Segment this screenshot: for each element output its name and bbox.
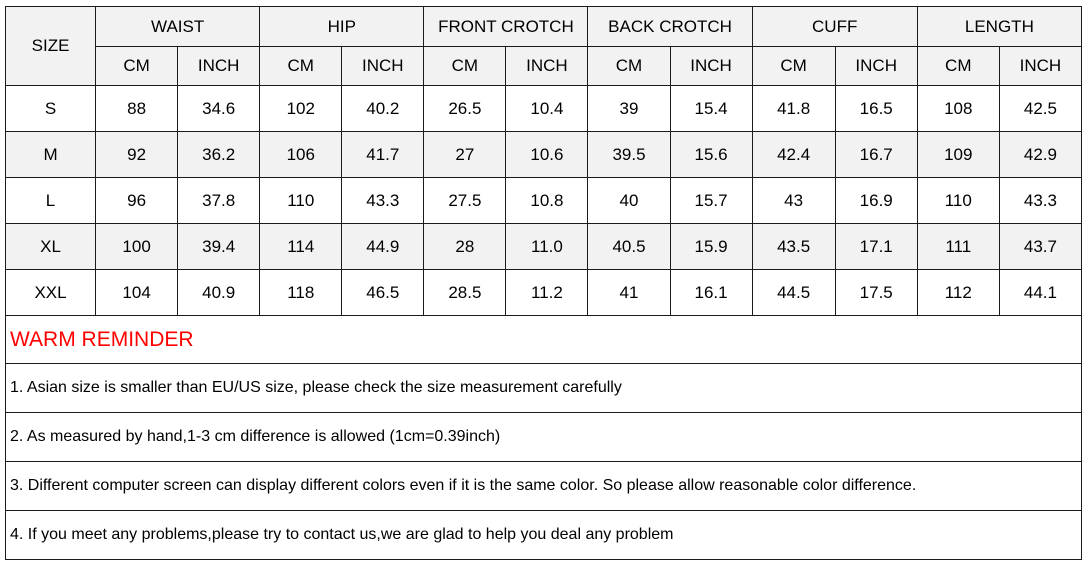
table-row	[6, 224, 1082, 270]
table-cell: 15.4	[670, 86, 752, 132]
unit-header: CM	[96, 47, 178, 86]
table-cell: 10.4	[506, 86, 588, 132]
reminder-note: 4. If you meet any problems,please try to contact us,we are glad to help you deal any problem	[6, 511, 1082, 560]
table-cell: 44.9	[342, 224, 424, 270]
table-cell: 114	[260, 224, 342, 270]
table-cell: 92	[96, 132, 178, 178]
table-cell: 17.5	[835, 270, 917, 316]
table-cell: 27.5	[424, 178, 506, 224]
table-cell: 108	[917, 86, 999, 132]
unit-header-row	[6, 47, 1082, 86]
reminder-title: WARM REMINDER	[6, 316, 1082, 364]
table-cell: 102	[260, 86, 342, 132]
unit-header: INCH	[342, 47, 424, 86]
table-cell: 39.5	[588, 132, 670, 178]
table-cell: 16.1	[670, 270, 752, 316]
table-cell: 17.1	[835, 224, 917, 270]
group-header-row	[6, 7, 1082, 47]
table-cell: 10.8	[506, 178, 588, 224]
table-cell: 37.8	[178, 178, 260, 224]
unit-header: INCH	[999, 47, 1081, 86]
table-cell: 44.1	[999, 270, 1081, 316]
reminder-note: 2. As measured by hand,1-3 cm difference is allowed (1cm=0.39inch)	[6, 413, 1082, 462]
unit-header: INCH	[178, 47, 260, 86]
table-cell: 118	[260, 270, 342, 316]
table-cell: 41.7	[342, 132, 424, 178]
table-cell: 41	[588, 270, 670, 316]
table-cell: 15.9	[670, 224, 752, 270]
size-cell: XL	[6, 224, 96, 270]
table-cell: 40.9	[178, 270, 260, 316]
size-header: SIZE	[6, 7, 96, 86]
table-cell: 109	[917, 132, 999, 178]
table-cell: 42.5	[999, 86, 1081, 132]
table-cell: 110	[260, 178, 342, 224]
table-cell: 106	[260, 132, 342, 178]
table-cell: 27	[424, 132, 506, 178]
table-row	[6, 178, 1082, 224]
unit-header: INCH	[670, 47, 752, 86]
unit-header: INCH	[835, 47, 917, 86]
group-header-hip: HIP	[260, 7, 424, 47]
table-cell: 42.4	[752, 132, 835, 178]
table-cell: 28	[424, 224, 506, 270]
size-table	[5, 6, 1082, 316]
table-cell: 43.3	[999, 178, 1081, 224]
table-cell: 39.4	[178, 224, 260, 270]
table-cell: 16.5	[835, 86, 917, 132]
group-header-waist: WAIST	[96, 7, 260, 47]
table-cell: 43.3	[342, 178, 424, 224]
table-cell: 11.2	[506, 270, 588, 316]
reminder-note: 3. Different computer screen can display different colors even if it is the same color. So please allow reasonable color difference.	[6, 462, 1082, 511]
reminder-section	[5, 316, 1082, 560]
unit-header: CM	[424, 47, 506, 86]
size-cell: L	[6, 178, 96, 224]
table-cell: 43.7	[999, 224, 1081, 270]
unit-header: CM	[752, 47, 835, 86]
table-cell: 43.5	[752, 224, 835, 270]
table-row	[6, 86, 1082, 132]
table-cell: 40.2	[342, 86, 424, 132]
table-cell: 28.5	[424, 270, 506, 316]
table-cell: 42.9	[999, 132, 1081, 178]
unit-header: INCH	[506, 47, 588, 86]
table-cell: 96	[96, 178, 178, 224]
table-cell: 44.5	[752, 270, 835, 316]
table-cell: 16.7	[835, 132, 917, 178]
table-cell: 88	[96, 86, 178, 132]
table-cell: 36.2	[178, 132, 260, 178]
table-cell: 34.6	[178, 86, 260, 132]
table-cell: 15.7	[670, 178, 752, 224]
table-cell: 40.5	[588, 224, 670, 270]
unit-header: CM	[588, 47, 670, 86]
unit-header: CM	[917, 47, 999, 86]
table-cell: 40	[588, 178, 670, 224]
reminder-note: 1. Asian size is smaller than EU/US size, please check the size measurement carefully	[6, 364, 1082, 413]
table-row	[6, 132, 1082, 178]
table-cell: 11.0	[506, 224, 588, 270]
table-cell: 15.6	[670, 132, 752, 178]
size-chart	[5, 6, 1082, 560]
table-cell: 41.8	[752, 86, 835, 132]
table-cell: 100	[96, 224, 178, 270]
group-header-cuff: CUFF	[752, 7, 917, 47]
table-cell: 104	[96, 270, 178, 316]
table-cell: 112	[917, 270, 999, 316]
table-cell: 46.5	[342, 270, 424, 316]
size-cell: XXL	[6, 270, 96, 316]
table-cell: 26.5	[424, 86, 506, 132]
group-header-front-crotch: FRONT CROTCH	[424, 7, 588, 47]
table-cell: 43	[752, 178, 835, 224]
table-cell: 110	[917, 178, 999, 224]
size-cell: M	[6, 132, 96, 178]
group-header-length: LENGTH	[917, 7, 1081, 47]
table-cell: 111	[917, 224, 999, 270]
table-cell: 16.9	[835, 178, 917, 224]
group-header-back-crotch: BACK CROTCH	[588, 7, 752, 47]
table-row	[6, 270, 1082, 316]
size-cell: S	[6, 86, 96, 132]
table-cell: 39	[588, 86, 670, 132]
unit-header: CM	[260, 47, 342, 86]
table-cell: 10.6	[506, 132, 588, 178]
